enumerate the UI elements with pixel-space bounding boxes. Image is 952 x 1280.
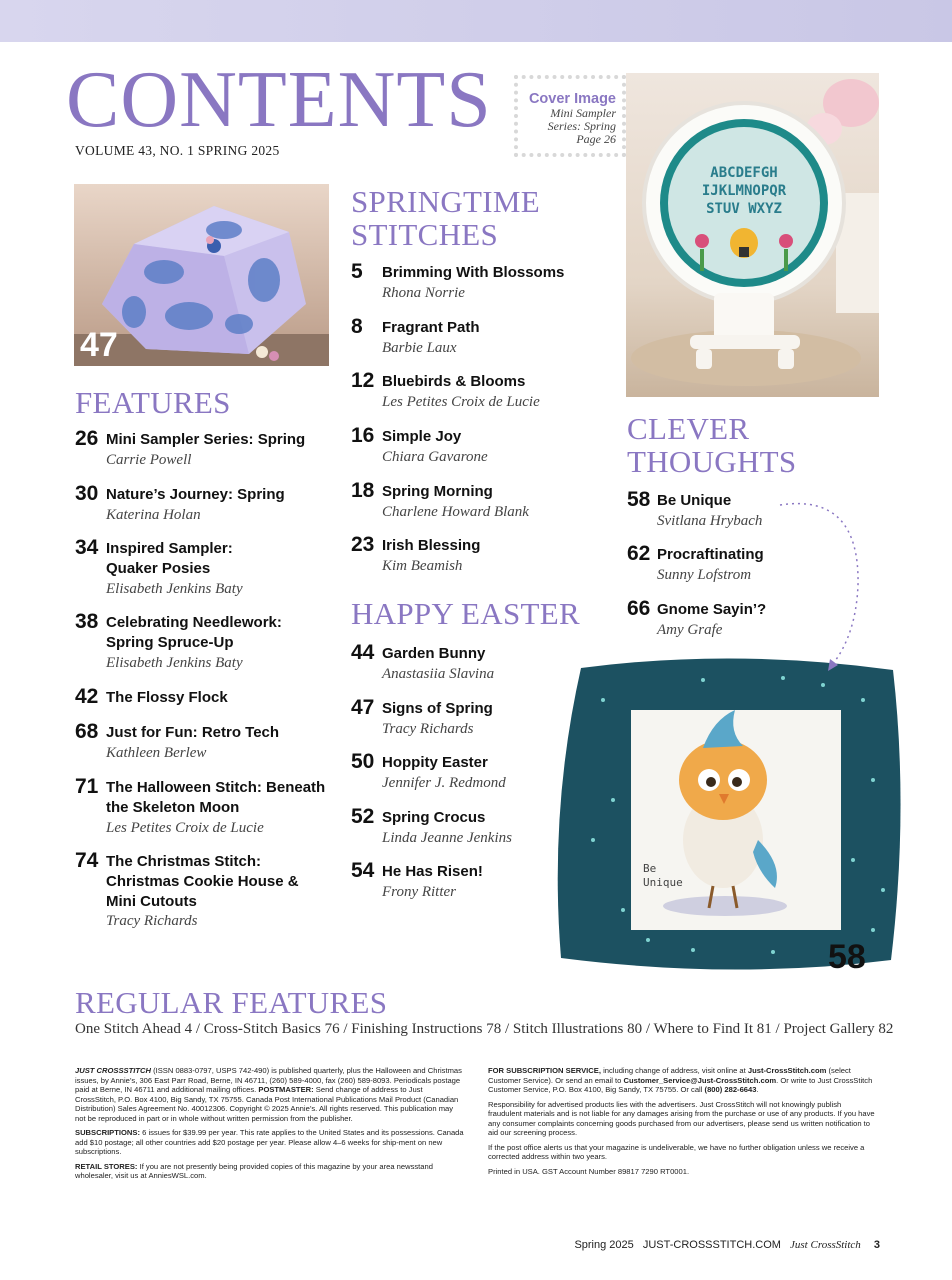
toc-page-number: 5 (351, 260, 363, 283)
toc-entry[interactable] (351, 479, 571, 524)
toc-page-number: 52 (351, 805, 375, 828)
toc-author: Elisabeth Jenkins Baty (106, 655, 243, 671)
cover-image-line: Series: Spring (547, 119, 616, 133)
footer-issue: Spring 2025 (574, 1239, 634, 1251)
toc-author: Svitlana Hrybach (657, 513, 763, 529)
fineprint-text: Responsibility for advertised products lies with the advertisers. Just CrossStitch will not knowingly publish fraudulent materials and is not liable for any damages arising from the purchase or use of any products. If you have any consumer complaints concerning goods purchased from our advertisers, please send us written notification to aid our screening process. (488, 1099, 875, 1137)
toc-page-number: 38 (75, 610, 99, 633)
fineprint-text: Printed in USA. GST Account Number 89817 7290 RT0001. (488, 1166, 690, 1176)
toc-entry[interactable] (351, 424, 571, 469)
toc-entry[interactable] (351, 696, 571, 741)
cover-image-label: Cover Image (528, 91, 616, 107)
toc-author: Linda Jeanne Jenkins (382, 830, 512, 846)
toc-title: Nature’s Journey: Spring (106, 486, 285, 503)
fineprint-text: . Or write to Just CrossStitch Customer Service, P.O. Box 4100, Big Sandy, TX 75755. Or call (488, 1075, 873, 1094)
toc-entry[interactable] (351, 805, 571, 850)
toc-author: Charlene Howard Blank (382, 504, 529, 520)
toc-title: Mini Cutouts (106, 893, 197, 910)
toc-title: Bluebirds & Blooms (382, 373, 526, 390)
website-link[interactable]: Just-CrossStitch.com (747, 1066, 827, 1075)
fineprint-lead: SUBSCRIPTIONS: (75, 1128, 140, 1137)
footer-page-number: 3 (873, 1239, 880, 1251)
toc-author: Rhona Norrie (382, 285, 465, 301)
toc-entry[interactable] (351, 533, 571, 578)
toc-author: Carrie Powell (106, 452, 192, 468)
pillow-text-line: Unique (643, 876, 683, 889)
page-number-overlay: 47 (80, 326, 118, 364)
toc-entry[interactable] (627, 597, 807, 642)
toc-author: Tracy Richards (382, 721, 474, 737)
toc-entry[interactable] (75, 427, 345, 472)
fineprint-lead: JUST CROSSSTITCH (75, 1066, 151, 1075)
toc-entry[interactable] (75, 482, 345, 527)
toc-title: Fragrant Path (382, 319, 480, 336)
toc-title: Quaker Posies (106, 560, 211, 577)
toc-page-number: 58 (627, 488, 651, 511)
cover-image-line: Page 26 (576, 132, 616, 146)
toc-page-number: 16 (351, 424, 375, 447)
toc-title: Simple Joy (382, 428, 462, 445)
footer-site[interactable]: JUST-CROSSSTITCH.COM (642, 1239, 781, 1251)
fineprint-text: If the post office alerts us that your magazine is undeliverable, we have no further obligation unless we receive a corrected address within two years. (488, 1142, 865, 1161)
toc-entry[interactable] (351, 641, 571, 686)
toc-page-number: 8 (351, 315, 363, 338)
toc-author: Anastasiia Slavina (382, 666, 495, 682)
toc-title: Irish Blessing (382, 537, 481, 554)
toc-title: Hoppity Easter (382, 754, 488, 771)
toc-entry[interactable] (75, 610, 345, 675)
volume-line: VOLUME 43, NO. 1 SPRING 2025 (75, 143, 280, 158)
bird-pillow-photo (553, 640, 913, 985)
toc-entry[interactable] (75, 775, 345, 840)
toc-title: He Has Risen! (382, 863, 483, 880)
toc-entry[interactable] (75, 536, 345, 601)
toc-title: Signs of Spring (382, 700, 493, 717)
toc-title: Mini Sampler Series: Spring (106, 431, 306, 448)
toc-entry[interactable] (75, 720, 345, 765)
toc-author: Kim Beamish (382, 558, 463, 574)
toc-page-number: 54 (351, 859, 375, 882)
embroidery-row-3: STUV WXYZ (706, 201, 782, 217)
hoop-sampler-photo (626, 73, 879, 397)
toc-title: Garden Bunny (382, 645, 486, 662)
footer-magazine: Just CrossStitch (790, 1239, 861, 1251)
page-number-overlay: 58 (828, 938, 866, 976)
toc-page-number: 74 (75, 849, 99, 872)
legal-fineprint-right: FOR SUBSCRIPTION SERVICE, including change of address, visit online at Just-CrossStitch.com (select Customer Service). Or send an email to Customer_Service@Just-CrossStitch.com. Or write to Just CrossStitch Customer Service, P.O. Box 4100, Big Sandy, TX 75755. Or call (800) 282-6643. Responsibility for advertised products lies with the advertisers. Just CrossStitch will not knowingly publish fraudulent materials and is not liable for any damages arising from the purchase or use of any products. If you have any consumer complaints concerning goods purchased from our advertisers, please send us written notification to aid our screening process. If the post office alerts us that your magazine is undeliverable, we have no further obligation unless we receive a corrected address within two years. Printed in USA. GST Account Number 89817 7290 RT0001. (488, 1066, 875, 1176)
section-heading-regular: REGULAR FEATURES (75, 985, 388, 1020)
toc-title: Spring Crocus (382, 809, 486, 826)
email-link[interactable]: Customer_Service@Just-CrossStitch.com (623, 1075, 777, 1085)
toc-page-number: 44 (351, 641, 375, 664)
toc-entry[interactable] (351, 315, 571, 360)
toc-title: Spring Morning (382, 483, 493, 500)
toc-title: Spring Spruce-Up (106, 634, 234, 651)
toc-page-number: 71 (75, 775, 99, 798)
bird-pillow-illustration (553, 640, 913, 985)
toc-title: The Halloween Stitch: Beneath (106, 779, 326, 796)
toc-entry[interactable] (75, 685, 345, 710)
fineprint-lead: FOR SUBSCRIPTION SERVICE, (488, 1066, 601, 1075)
toc-author: Sunny Lofstrom (657, 567, 752, 583)
pillow-text-line: Be (643, 862, 657, 875)
toc-author: Kathleen Berlew (106, 745, 207, 761)
page-footer (568, 1239, 880, 1251)
cover-image-box (514, 75, 626, 157)
top-color-band (0, 0, 952, 42)
toc-author: Jennifer J. Redmond (382, 775, 506, 791)
fineprint-text: (ISSN 0883-0797, USPS 742-490) is published quarterly, plus the Halloween and Christmas issues, by Annie’s, 306 East Parr Road, Berne, IN 46711, (260) 589-4000, fax (260) 589-8093. Periodicals postage paid at Berne, IN 46711 and additional mailing offices. (75, 1066, 462, 1094)
toc-page-number: 12 (351, 369, 375, 392)
toc-title: the Skeleton Moon (106, 799, 240, 816)
fineprint-text: If you are not presently being provided copies of this magazine by your area newsstand wholesaler, visit us at AnniesWSL.com. (75, 1161, 433, 1180)
toc-page-number: 23 (351, 533, 375, 556)
toc-page-number: 68 (75, 720, 99, 743)
toc-title: The Christmas Stitch: (106, 853, 262, 870)
section-heading-springtime: SPRINGTIME (351, 184, 541, 219)
toc-title: Just for Fun: Retro Tech (106, 724, 280, 741)
toc-title: Be Unique (657, 492, 732, 509)
toc-author: Les Petites Croix de Lucie (382, 394, 540, 410)
toc-page-number: 18 (351, 479, 375, 502)
regular-features-list: One Stitch Ahead 4 / Cross-Stitch Basics 76 / Finishing Instructions 78 / Stitch Illustrations 80 / Where to Find It 81 / Project Gallery 82 (75, 1021, 894, 1037)
toc-page-number: 62 (627, 542, 651, 565)
toc-author: Elisabeth Jenkins Baty (106, 581, 243, 597)
section-heading-clever: THOUGHTS (627, 444, 797, 479)
toc-page-number: 47 (351, 696, 375, 719)
fineprint-text: (select Customer Service). Or send an email to (488, 1066, 851, 1085)
toc-author: Les Petites Croix de Lucie (106, 820, 264, 836)
embroidery-row-1: ABCDEFGH (710, 165, 778, 181)
phone-number: (800) 282-6643 (704, 1085, 757, 1094)
cover-image-line: Mini Sampler (550, 106, 616, 120)
toc-author: Tracy Richards (106, 913, 198, 929)
toc-page-number: 50 (351, 750, 375, 773)
toc-title: Inspired Sampler: (106, 540, 233, 557)
toc-author: Chiara Gavarone (382, 449, 488, 465)
pincushion-photo (74, 184, 329, 366)
toc-title: Brimming With Blossoms (382, 264, 565, 281)
hoop-sampler-illustration (626, 73, 879, 397)
toc-entry[interactable] (627, 542, 807, 587)
toc-title: Procraftinating (657, 546, 764, 563)
toc-entry[interactable] (351, 369, 571, 414)
toc-entry[interactable] (351, 859, 571, 904)
toc-title: Celebrating Needlework: (106, 614, 282, 631)
section-heading-springtime: STITCHES (351, 217, 499, 252)
fineprint-text: Send change of address to Just CrossStitch, P.O. Box 4100, Big Sandy, TX 75755. Canada Post International Publications Mail Product (Canadian Distribution) Sales Agreement No. 40012306. Copyright © 2025 Annie’s. All rights reserved. This publication may not be reproduced in part or in whole without written permission from the publisher. (75, 1085, 459, 1123)
fineprint-text: 6 issues for $39.99 per year. This rate applies to the United States and its possessions. Canada add $10 postage; all other countries add $20 postage per year. Please allow 4–6 weeks for ship-ment on new subscriptions. (75, 1128, 464, 1156)
fineprint-text: including change of address, visit online at (603, 1066, 746, 1075)
legal-fineprint-left (75, 1066, 465, 1186)
toc-page-number: 26 (75, 427, 99, 450)
toc-author: Barbie Laux (382, 340, 457, 356)
toc-page-number: 30 (75, 482, 99, 505)
page-title: CONTENTS (66, 56, 492, 144)
toc-entry[interactable] (75, 849, 345, 934)
toc-author: Amy Grafe (657, 622, 723, 638)
toc-author: Frony Ritter (382, 884, 457, 900)
section-heading-easter: HAPPY EASTER (351, 596, 580, 631)
toc-entry[interactable] (351, 260, 571, 305)
section-heading-clever: CLEVER (627, 411, 750, 446)
toc-page-number: 34 (75, 536, 99, 559)
toc-title: The Flossy Flock (106, 689, 228, 706)
section-heading-features: FEATURES (75, 385, 231, 420)
fineprint-lead: POSTMASTER: (258, 1085, 314, 1094)
embroidery-row-2: IJKLMNOPQR (701, 183, 787, 199)
toc-title: Gnome Sayin’? (657, 601, 767, 618)
toc-page-number: 42 (75, 685, 99, 708)
toc-entry[interactable] (351, 750, 571, 795)
toc-entry[interactable] (627, 488, 807, 533)
toc-page-number: 66 (627, 597, 651, 620)
fineprint-lead: RETAIL STORES: (75, 1161, 138, 1171)
toc-author: Katerina Holan (106, 507, 201, 523)
toc-title: Christmas Cookie House & (106, 873, 299, 890)
